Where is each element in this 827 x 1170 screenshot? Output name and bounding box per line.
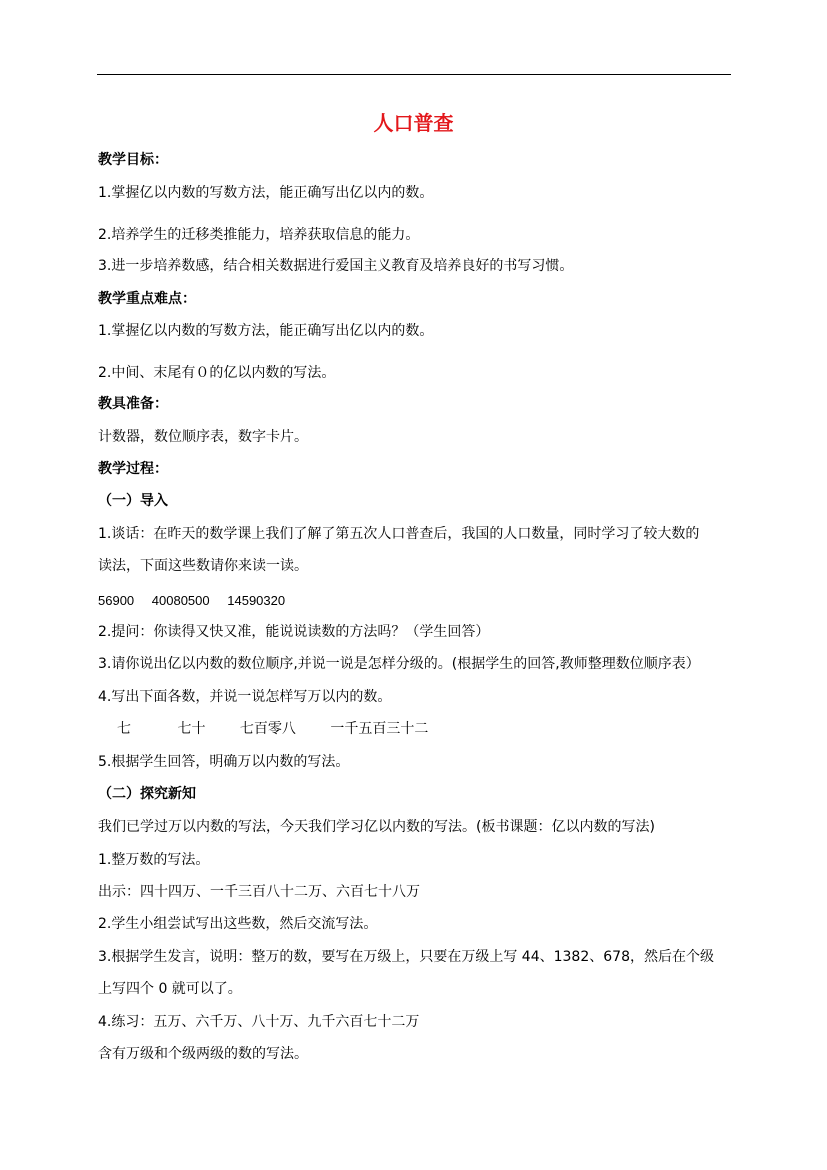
materials-text: 计数器，数位顺序表，数字卡片。 [98, 429, 308, 445]
number-item: 56900 [98, 593, 135, 608]
intro-item-1b: 读法，下面这些数请你来读一读。 [98, 558, 308, 574]
page-title: 人口普查 [373, 111, 454, 135]
explore-item-2: 2.学生小组尝试写出这些数，然后交流写法。 [98, 916, 378, 932]
chinese-number-list [117, 719, 428, 739]
heading-materials: 教具准备： [98, 396, 168, 412]
intro-item-4: 4.写出下面各数，并说一说怎样写万以内的数。 [98, 689, 392, 705]
goal-2: 2.培养学生的迁移类推能力，培养获取信息的能力。 [98, 227, 420, 243]
heading-goals: 教学目标： [98, 152, 168, 168]
section-explore-heading: （二）探究新知 [98, 786, 196, 802]
explore-item-1: 1.整万数的写法。 [98, 852, 210, 868]
word-item: 七十 [177, 721, 206, 737]
explore-item-3a: 3.根据学生发言，说明：整万的数，要写在万级上，只要在万级上写 44、1382、678，然后在个级 [98, 949, 714, 965]
key-point-2: 2.中间、末尾有０的亿以内数的写法。 [98, 365, 336, 381]
number-list [98, 591, 299, 611]
goal-1: 1.掌握亿以内数的写数方法，能正确写出亿以内的数。 [98, 185, 434, 201]
intro-item-5: 5.根据学生回答，明确万以内数的写法。 [98, 754, 350, 770]
word-item: 七 [117, 721, 131, 737]
explore-item-4: 4.练习：五万、六千万、八十万、九千六百七十二万 [98, 1014, 420, 1030]
intro-item-3: 3.请你说出亿以内数的数位顺序,并说一说是怎样分级的。(根据学生的回答,教师整理数位顺序表） [98, 656, 700, 672]
key-point-1: 1.掌握亿以内数的写数方法，能正确写出亿以内的数。 [98, 323, 434, 339]
header-rule [97, 74, 731, 75]
word-item: 七百零八 [239, 721, 296, 737]
intro-item-1a: 1.谈话：在昨天的数学课上我们了解了第五次人口普查后，我国的人口数量，同时学习了较大数的 [98, 526, 700, 542]
explore-item-3b: 上写四个 0 就可以了。 [98, 981, 242, 997]
intro-item-2: 2.提问：你读得又快又准，能说说读数的方法吗？（学生回答） [98, 624, 490, 640]
number-item: 14590320 [227, 593, 286, 608]
number-item: 40080500 [151, 593, 210, 608]
explore-last: 含有万级和个级两级的数的写法。 [98, 1046, 308, 1062]
explore-intro: 我们已学过万以内数的写法，今天我们学习亿以内数的写法。(板书课题：亿以内数的写法) [98, 819, 655, 835]
explore-show: 出示：四十四万、一千三百八十二万、六百七十八万 [98, 884, 420, 900]
heading-process: 教学过程： [98, 461, 168, 477]
goal-3: 3.进一步培养数感，结合相关数据进行爱国主义教育及培养良好的书写习惯。 [98, 258, 574, 274]
section-intro-heading: （一）导入 [98, 493, 168, 509]
word-item: 一千五百三十二 [330, 721, 429, 737]
heading-key-points: 教学重点难点： [98, 291, 196, 307]
